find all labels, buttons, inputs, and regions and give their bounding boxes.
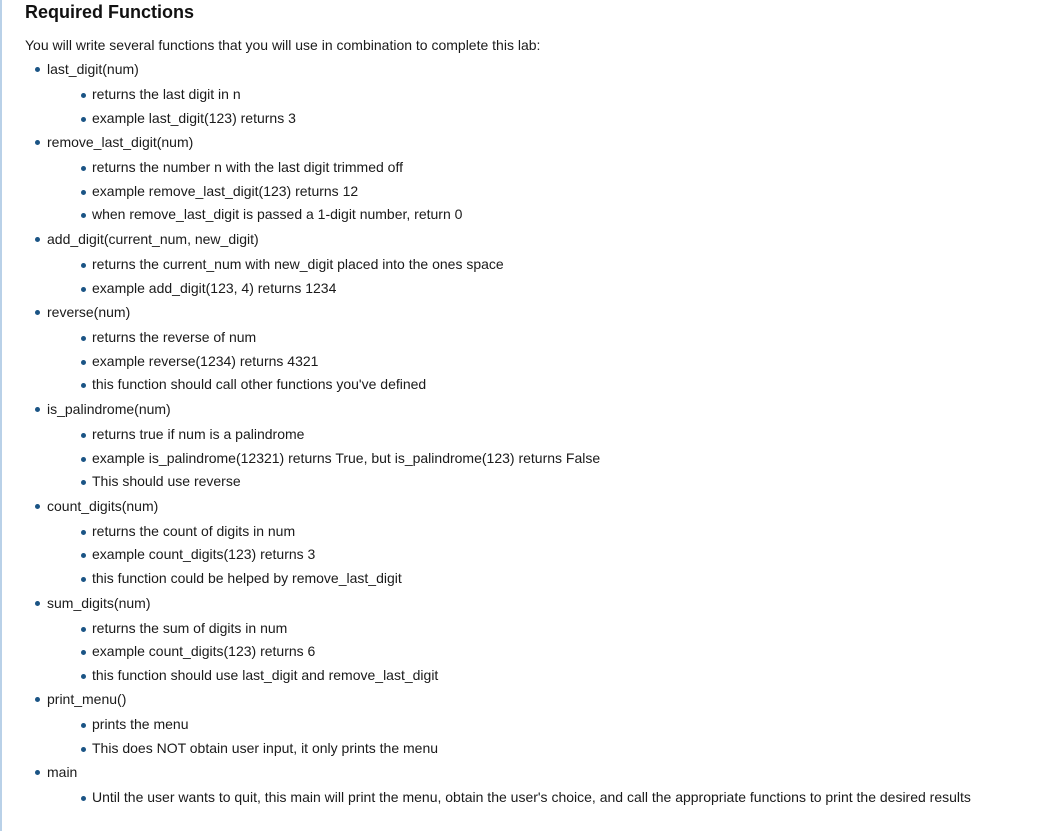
detail-text: This should use reverse <box>92 473 241 490</box>
function-name: last_digit(num) <box>47 61 139 77</box>
detail-text: returns the current_num with new_digit placed into the ones space <box>92 255 504 272</box>
function-name: main <box>47 764 78 781</box>
detail-item <box>47 713 1025 737</box>
detail-text: returns the count of digits in num <box>92 522 296 539</box>
function-list <box>25 57 1025 810</box>
detail-item <box>47 786 1025 810</box>
bullet-icon <box>81 263 86 268</box>
detail-item <box>47 640 1025 664</box>
detail-item <box>47 470 1025 494</box>
detail-text: example reverse(1234) returns 4321 <box>92 352 319 369</box>
detail-item <box>47 447 1025 471</box>
function-item <box>25 760 1025 810</box>
detail-text: this function could be helped by remove_last_digit <box>92 569 402 586</box>
bullet-icon <box>81 650 86 655</box>
detail-item <box>47 373 1025 397</box>
document-content <box>25 0 1025 810</box>
detail-item <box>47 350 1025 374</box>
bullet-icon <box>81 433 86 438</box>
bullet-icon <box>81 577 86 582</box>
detail-text: this function should use last_digit and remove_last_digit <box>92 666 439 683</box>
function-name: is_palindrome(num) <box>47 400 171 417</box>
detail-text: returns true if num is a palindrome <box>92 425 305 442</box>
section-heading: Required Functions <box>25 2 195 22</box>
bullet-icon <box>81 674 86 679</box>
bullet-icon <box>35 67 40 72</box>
bullet-icon <box>81 723 86 728</box>
detail-item <box>47 253 1025 277</box>
bullet-icon <box>35 697 40 702</box>
bullet-icon <box>81 553 86 558</box>
function-details <box>47 786 1025 810</box>
detail-text: returns the number n with the last digit trimmed off <box>92 159 403 176</box>
detail-item <box>47 423 1025 447</box>
detail-item <box>47 277 1025 301</box>
bullet-icon <box>35 310 40 315</box>
bullet-icon <box>81 166 86 171</box>
bullet-icon <box>81 190 86 195</box>
intro-paragraph: You will write several functions that you will use in combination to complete this lab: <box>25 37 541 53</box>
bullet-icon <box>81 747 86 752</box>
bullet-icon <box>81 530 86 535</box>
bullet-icon <box>81 336 86 341</box>
detail-item <box>47 326 1025 350</box>
detail-text: this function should call other functions you've defined <box>92 376 427 393</box>
function-item <box>25 687 1025 760</box>
bullet-icon <box>35 601 40 606</box>
detail-text: returns the reverse of num <box>92 329 257 346</box>
function-details <box>47 326 1025 397</box>
function-item <box>25 57 1025 130</box>
detail-text: example count_digits(123) returns 3 <box>92 546 316 563</box>
detail-item <box>47 156 1025 180</box>
bullet-icon <box>35 407 40 412</box>
left-border-rule <box>0 0 2 831</box>
detail-text: example last_digit(123) returns 3 <box>92 109 296 126</box>
function-item <box>25 591 1025 688</box>
bullet-icon <box>81 457 86 462</box>
detail-text: when remove_last_digit is passed a 1-digit number, return 0 <box>92 206 463 223</box>
bullet-icon <box>81 287 86 292</box>
detail-item <box>47 520 1025 544</box>
bullet-icon <box>81 213 86 218</box>
detail-item <box>47 664 1025 688</box>
bullet-icon <box>35 504 40 509</box>
bullet-icon <box>81 383 86 388</box>
bullet-icon <box>81 480 86 485</box>
detail-text: prints the menu <box>92 716 189 733</box>
detail-item <box>47 203 1025 227</box>
detail-text: This does NOT obtain user input, it only prints the menu <box>92 739 439 756</box>
function-item <box>25 300 1025 397</box>
detail-text: returns the sum of digits in num <box>92 619 288 636</box>
function-details <box>47 423 1025 494</box>
detail-item <box>47 180 1025 204</box>
bullet-icon <box>81 627 86 632</box>
bullet-icon <box>35 770 40 775</box>
function-name: reverse(num) <box>47 304 131 321</box>
function-details <box>47 617 1025 688</box>
detail-text: example count_digits(123) returns 6 <box>92 643 316 660</box>
bullet-icon <box>35 140 40 145</box>
bullet-icon <box>35 237 40 242</box>
function-details <box>47 83 1025 130</box>
function-details <box>47 253 1025 300</box>
function-details <box>47 520 1025 591</box>
bullet-icon <box>81 796 86 801</box>
function-name: print_menu() <box>47 691 127 708</box>
bullet-icon <box>81 93 86 98</box>
function-details <box>47 713 1025 760</box>
detail-text: Until the user wants to quit, this main will print the menu, obtain the user's choice, and call the appropriate functions to print the desired results <box>92 789 971 806</box>
function-item <box>25 494 1025 591</box>
function-item <box>25 227 1025 300</box>
detail-item <box>47 107 1025 131</box>
detail-text: example add_digit(123, 4) returns 1234 <box>92 279 337 296</box>
function-details <box>47 156 1025 227</box>
detail-item <box>47 617 1025 641</box>
detail-item <box>47 83 1025 107</box>
function-name: remove_last_digit(num) <box>47 134 194 151</box>
function-item <box>25 130 1025 227</box>
function-name: add_digit(current_num, new_digit) <box>47 230 259 247</box>
detail-item <box>47 737 1025 761</box>
bullet-icon <box>81 360 86 365</box>
function-name: sum_digits(num) <box>47 594 151 611</box>
bullet-icon <box>81 117 86 122</box>
function-item <box>25 397 1025 494</box>
detail-text: example is_palindrome(12321) returns True, but is_palindrome(123) returns False <box>92 449 601 466</box>
function-name: count_digits(num) <box>47 497 159 514</box>
detail-text: example remove_last_digit(123) returns 12 <box>92 182 359 199</box>
detail-item <box>47 567 1025 591</box>
detail-text: returns the last digit in n <box>92 86 241 102</box>
detail-item <box>47 543 1025 567</box>
